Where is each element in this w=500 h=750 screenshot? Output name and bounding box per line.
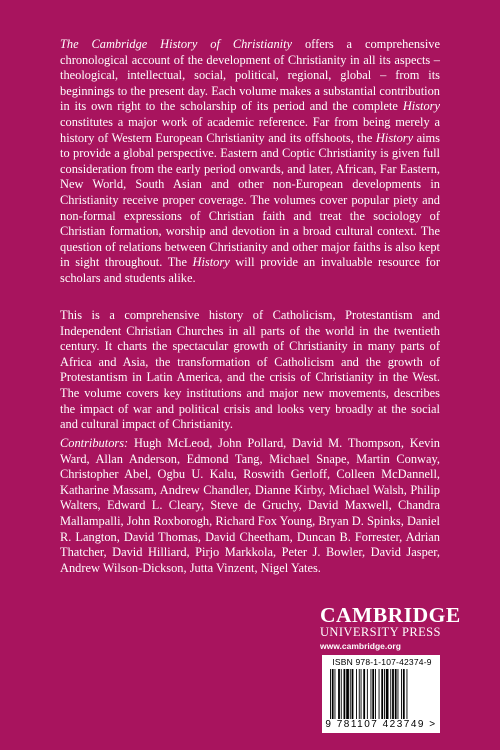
barcode-bar bbox=[398, 669, 399, 719]
barcode-bar bbox=[392, 669, 394, 719]
isbn-label: ISBN 978-1-107-42374-9 bbox=[332, 657, 432, 667]
publisher-press: UNIVERSITY PRESS bbox=[320, 625, 441, 639]
barcode bbox=[322, 655, 440, 733]
series-paragraph: The Cambridge History of Christianity offers a comprehensive chronological account of the development of Christianity in all its aspects – theological, intellectual, social, political, regional, global – from its beginnings to the present day. Each volume makes a substantial contribution in its own right to the scholarship of its period and the complete History constitutes a major work of academic reference. Far from being merely a history of Western European Christianity and its offshoots, the History aims to provide a global perspective. Eastern and Coptic Christianity is given full consideration from the early period onwards, and later, African, Far Eastern, New World, South Asian and other non-European developments in Christianity receive proper coverage. The volumes cover popular piety and non-formal expressions of Christian faith and treat the sociology of Christian formation, worship and devotion in a broad cultural context. The question of relations between Christianity and other major faiths is also kept in sight throughout. The History will provide an invaluable resource for scholars and students alike. bbox=[60, 37, 440, 285]
barcode-bar bbox=[352, 669, 354, 719]
barcode-bar bbox=[344, 669, 346, 719]
barcode-bar bbox=[372, 669, 374, 719]
barcode-bar bbox=[356, 669, 357, 719]
barcode-bar bbox=[361, 669, 362, 719]
barcode-bar bbox=[401, 669, 402, 719]
barcode-bar bbox=[390, 669, 391, 719]
barcode-bar bbox=[386, 669, 389, 719]
contributors-label: Contributors: bbox=[60, 436, 129, 450]
barcode-bar bbox=[384, 669, 385, 719]
series-title: The Cambridge History of Christianity bbox=[60, 37, 293, 51]
barcode-bar bbox=[346, 669, 349, 719]
publisher-url: www.cambridge.org bbox=[320, 641, 401, 651]
barcode-bar bbox=[381, 669, 383, 719]
barcode-bar bbox=[403, 669, 405, 719]
series-description bbox=[60, 37, 440, 287]
contributors-names: Hugh McLeod, John Pollard, David M. Thompson, Kevin Ward, Allan Anderson, Edmond Tang, Michael Snape, Martin Conway, Christopher Abel, Ogbu U. Kalu, Roswith Gerloff, Colleen McDannell, Katharine Massam, Andrew Chandler, Dianne Kirby, Michael Walsh, Philip Walters, Edward L. Cleary, Steve de Gruchy, David Maxwell, Chandra Mallampalli, John Roxborogh, Richard Fox Young, Bryan D. Spinks, Daniel R. Langton, David Thomas, David Cheetham, Duncan B. Forrester, Adrian Thatcher, David Hilliard, Pirjo Markkola, Peter J. Bowler, David Jasper, Andrew Wilson-Dickson, Jutta Vinzent, Nigel Yates. bbox=[60, 436, 440, 575]
barcode-bar bbox=[379, 669, 380, 719]
publisher-logo bbox=[320, 603, 461, 651]
barcode-bar bbox=[375, 669, 376, 719]
barcode-bar bbox=[407, 669, 408, 719]
contributors-list bbox=[60, 436, 440, 576]
barcode-bar bbox=[363, 669, 365, 719]
barcode-bar bbox=[350, 669, 351, 719]
barcode-bar bbox=[371, 669, 372, 719]
barcode-bars bbox=[330, 669, 432, 719]
publisher-name: CAMBRIDGE bbox=[320, 603, 461, 627]
barcode-bar bbox=[338, 669, 340, 719]
barcode-bar bbox=[332, 669, 334, 719]
barcode-bar bbox=[395, 669, 397, 719]
barcode-bar bbox=[359, 669, 360, 719]
volume-description bbox=[60, 308, 440, 433]
barcode-bar bbox=[335, 669, 336, 719]
contributors-paragraph bbox=[60, 436, 440, 576]
barcode-bar bbox=[341, 669, 342, 719]
barcode-digits: 9 781107 423749 > bbox=[325, 719, 437, 730]
volume-paragraph: This is a comprehensive history of Catholicism, Protestantism and Independent Christian Churches in all parts of the world in the twentieth century. It charts the spectacular growth of Christianity in many parts of Africa and Asia, the transformation of Catholicism and the growth of Protestantism in Latin America, and the crisis of Christianity in the West. The volume covers key institutions and major new movements, describes the impact of war and political crisis and looks very broadly at the social and cultural impact of Christianity. bbox=[60, 308, 440, 432]
barcode-bar bbox=[367, 669, 368, 719]
barcode-bar bbox=[330, 669, 331, 719]
